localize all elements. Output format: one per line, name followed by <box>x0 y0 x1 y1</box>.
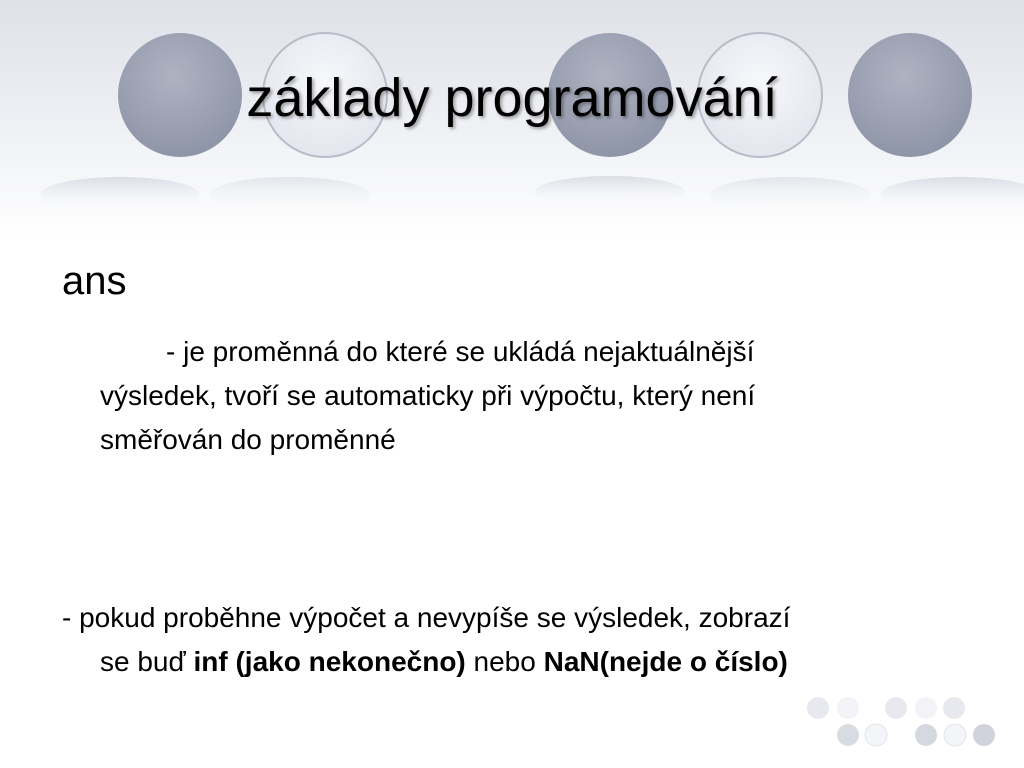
small-dot <box>885 697 907 719</box>
description-line: směřován do proměnné <box>100 424 396 455</box>
heading-ans: ans <box>62 259 127 303</box>
small-dot <box>915 697 937 719</box>
small-dot <box>837 697 859 719</box>
description-line: výsledek, tvoří se automaticky při výpočtu, který není <box>100 380 756 411</box>
small-dot <box>915 724 937 746</box>
small-dot <box>865 724 887 746</box>
description-line: - je proměnná do které se ukládá nejaktuálnější <box>166 336 755 367</box>
note-prefix: se buď <box>100 646 194 677</box>
small-dot <box>973 724 995 746</box>
small-dot <box>943 697 965 719</box>
slide-title: základy programování <box>246 68 778 128</box>
small-dot <box>807 697 829 719</box>
small-dot <box>944 724 966 746</box>
note-bold-nan: NaN(nejde o číslo) <box>543 646 788 677</box>
note-line: - pokud proběhne výpočet a nevypíše se výsledek, zobrazí <box>62 602 791 633</box>
note-bold-inf: inf (jako nekonečno) <box>193 646 466 677</box>
small-dot <box>837 724 859 746</box>
note-middle: nebo <box>465 646 544 677</box>
